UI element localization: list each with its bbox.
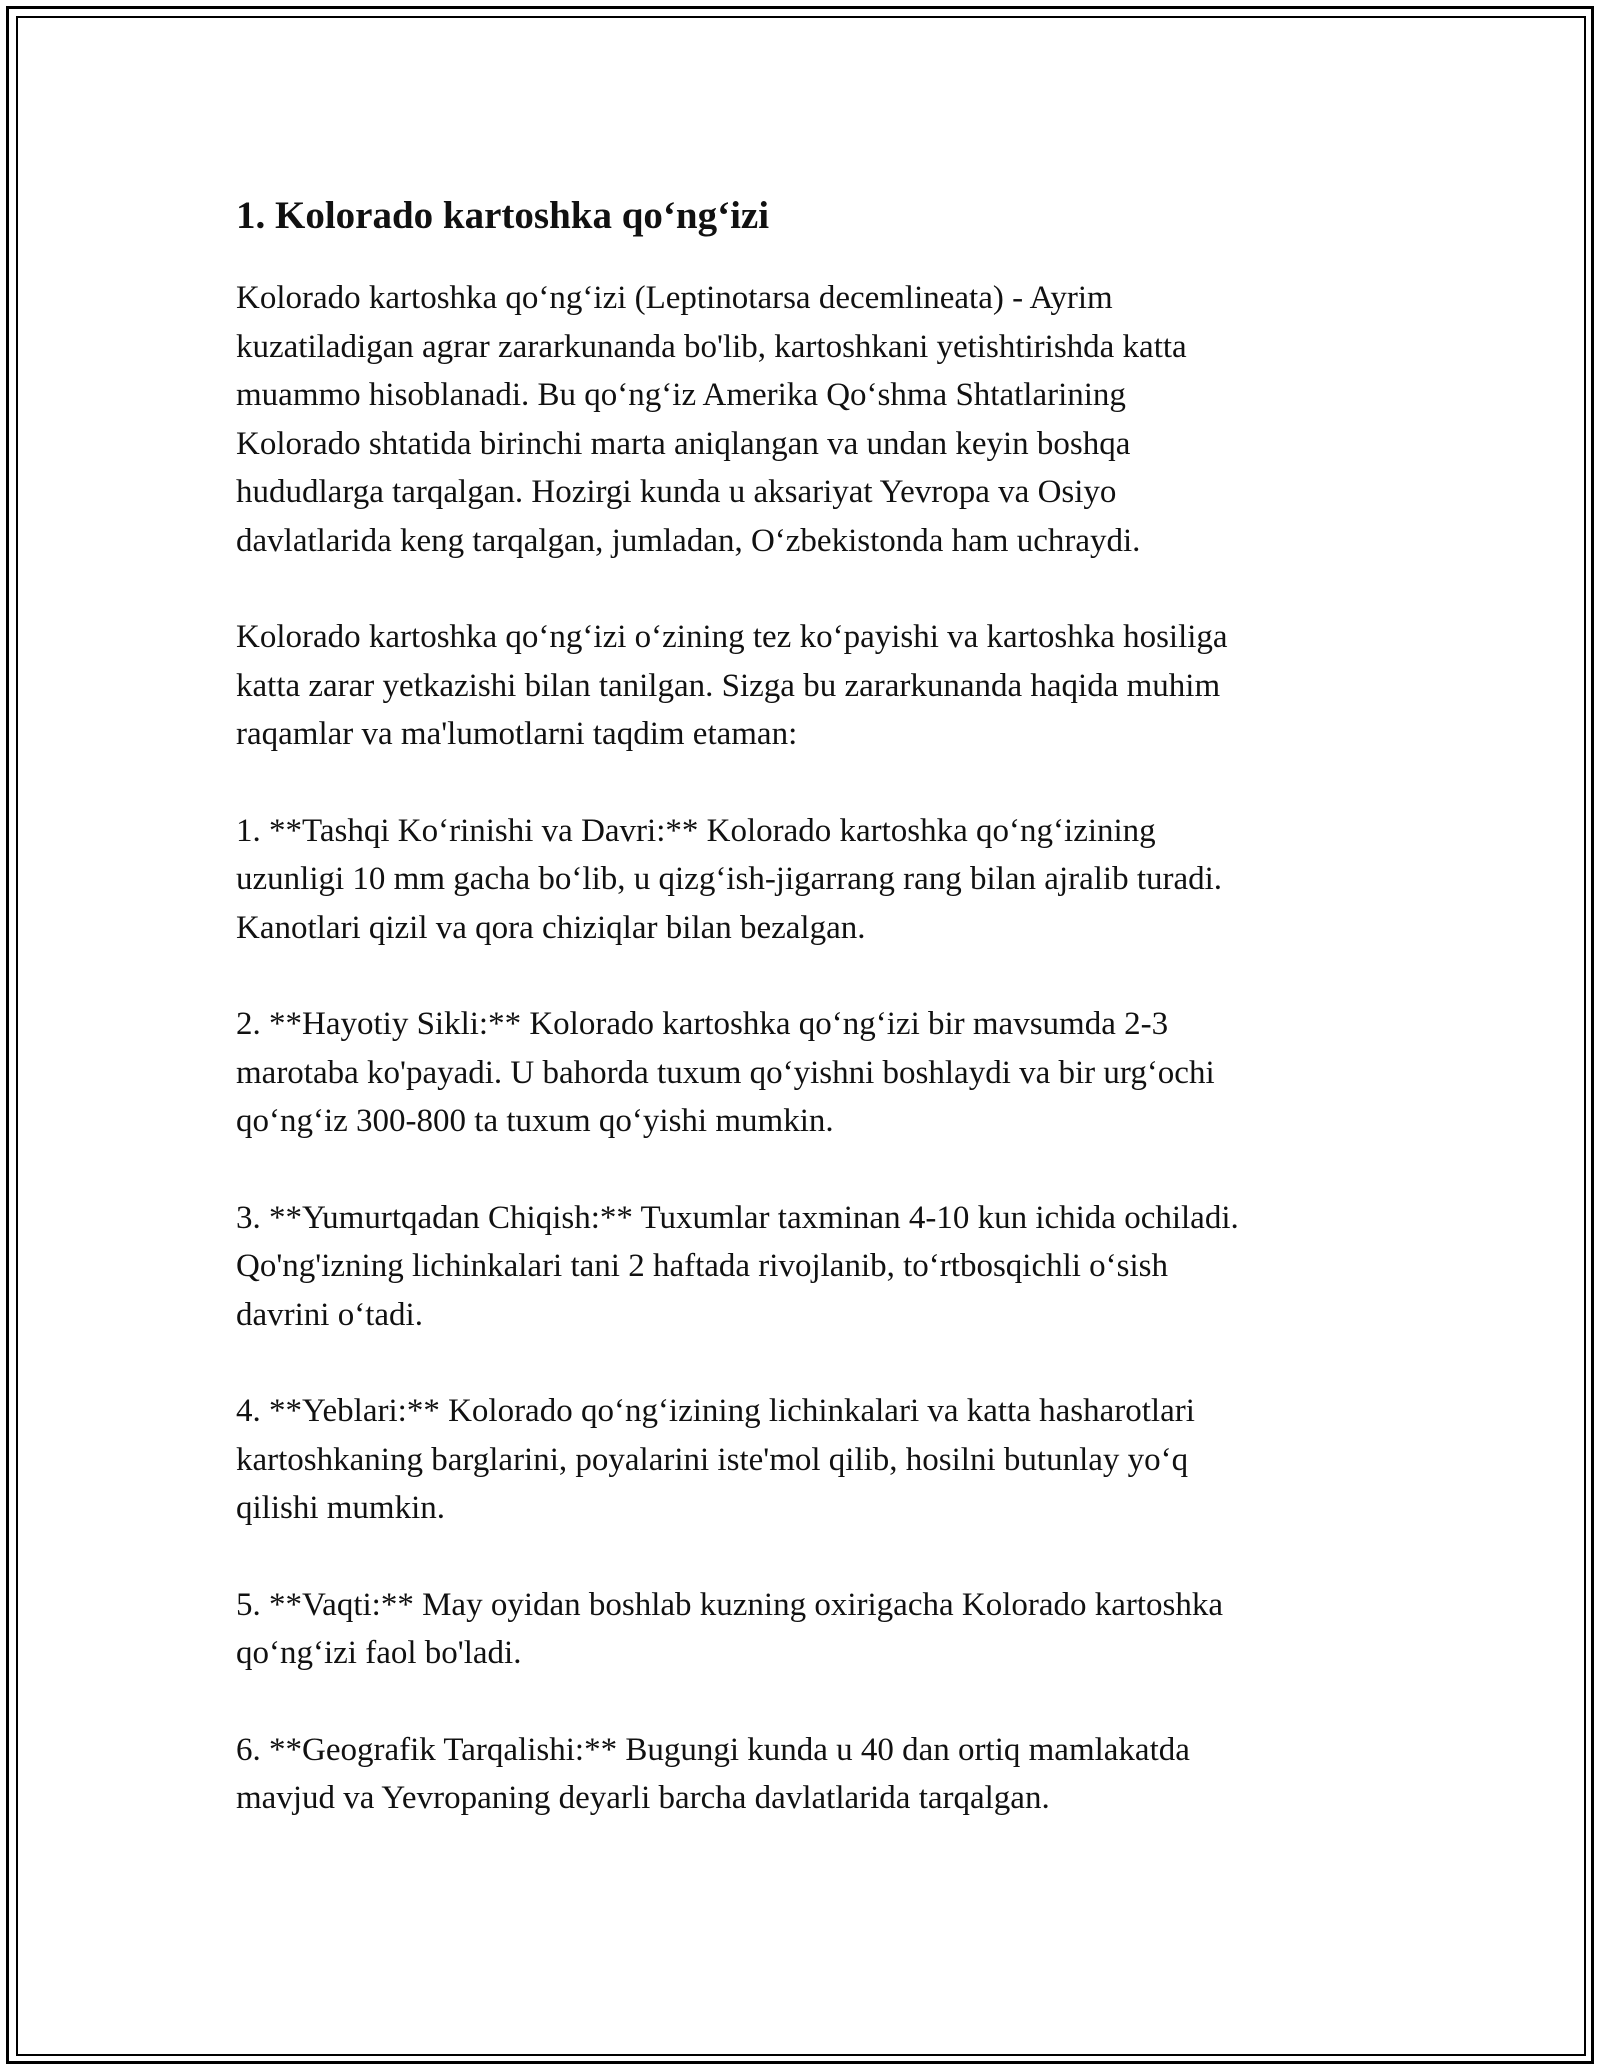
- document-title: 1. Kolorado kartoshka qo‘ng‘izi: [236, 194, 770, 237]
- fact-item-hatching: 3. **Yumurtqadan Chiqish:** Tuxumlar taxminan 4-10 kun ichida ochiladi. Qo'ng'izning lichinkalari tani 2 haftada rivojlanib, to‘rtbosqichli o‘sish davrini o‘tadi.: [236, 1199, 1239, 1333]
- fact-item-appearance: 1. **Tashqi Ko‘rinishi va Davri:** Kolorado kartoshka qo‘ng‘izining uzunligi 10 mm gacha bo‘lib, u qizg‘ish-jigarrang rang bilan ajralib turadi. Kanotlari qizil va qora chiziqlar bilan bezalgan.: [236, 812, 1223, 946]
- fact-item-geography: 6. **Geografik Tarqalishi:** Bugungi kunda u 40 dan ortiq mamlakatda mavjud va Yevropaning deyarli barcha davlatlarida tarqalgan.: [236, 1731, 1190, 1816]
- document-body: [236, 188, 1396, 1823]
- summary-paragraph: Kolorado kartoshka qo‘ng‘izi o‘zining tez ko‘payishi va kartoshka hosiliga katta zarar yetkazishi bilan tanilgan. Sizga bu zararkunanda haqida muhim raqamlar va ma'lumotlarni taqdim etaman:: [236, 619, 1228, 752]
- intro-paragraph: Kolorado kartoshka qo‘ng‘izi (Leptinotarsa decemlineata) - Ayrim kuzatiladigan agrar zararkunanda bo'lib, kartoshkani yetishtirishda katta muammo hisoblanadi. Bu qo‘ng‘iz Amerika Qo‘shma Shtatlarining Kolorado shtatida birinchi marta aniqlangan va undan keyin boshqa hududlarga tarqalgan. Hozirgi kunda u aksariyat Yevropa va Osiyo davlatlarida keng tarqalgan, jumladan, O‘zbekistonda ham uchraydi.: [236, 280, 1187, 559]
- fact-item-life-cycle: 2. **Hayotiy Sikli:** Kolorado kartoshka qo‘ng‘izi bir mavsumda 2-3 marotaba ko'payadi. U bahorda tuxum qo‘yishni boshlaydi va bir urg‘ochi qo‘ng‘iz 300-800 ta tuxum qo‘yishi mumkin.: [236, 1006, 1215, 1139]
- fact-item-feeding: 4. **Yeblari:** Kolorado qo‘ng‘izining lichinkalari va katta hasharotlari kartoshkaning barglarini, poyalarini iste'mol qilib, hosilni butunlay yo‘q qilishi mumkin.: [236, 1393, 1195, 1526]
- fact-item-season: 5. **Vaqti:** May oyidan boshlab kuzning oxirigacha Kolorado kartoshka qo‘ng‘izi faol bo'ladi.: [236, 1586, 1224, 1671]
